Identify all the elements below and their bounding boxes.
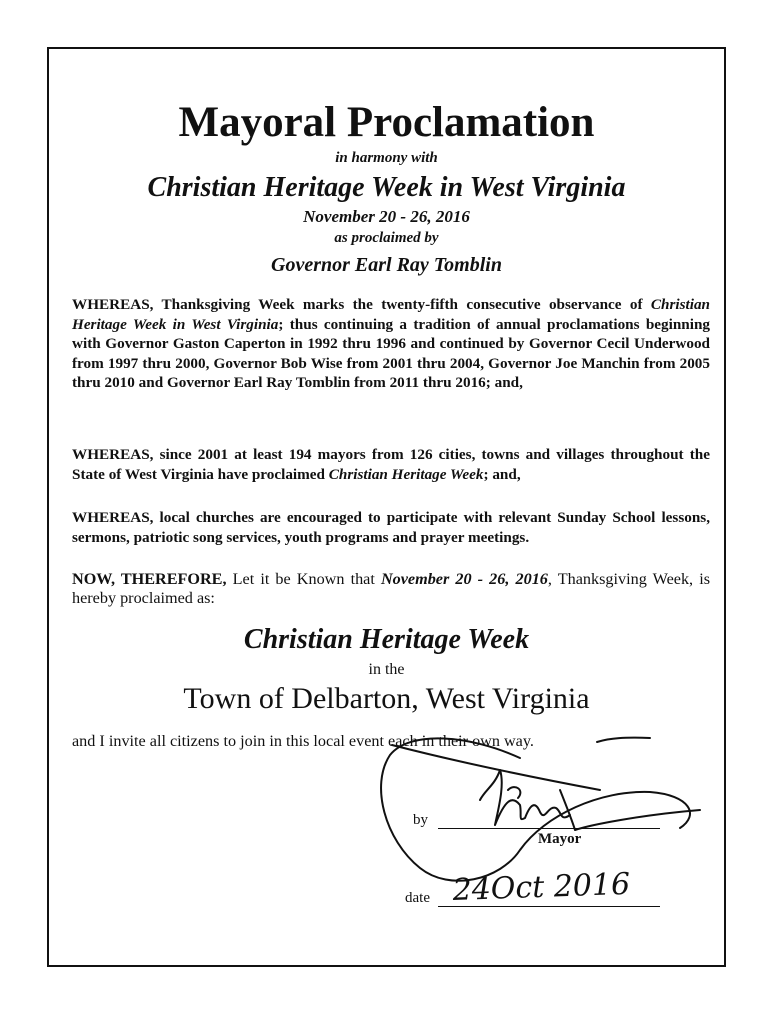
whereas-paragraph-3: WHEREAS, local churches are encouraged to participate with relevant Sunday School lessons, sermons, patriotic song services, youth programs and prayer meetings. [72,509,710,546]
subtitle-heritage-week: Christian Heritage Week in West Virginia [147,172,626,203]
whereas-paragraph-2: WHEREAS, since 2001 at least 194 mayors from 126 cities, towns and villages throughout the State of West Virginia have proclaimed Christian Heritage Week; and, [72,446,710,483]
proclaimed-week: Christian Heritage Week [243,624,530,655]
subtitle-governor: Governor Earl Ray Tomblin [271,254,502,276]
in-the-label: in the [368,661,405,678]
by-label: by [413,812,428,828]
date-line [438,906,660,907]
subtitle-in-harmony: in harmony with [335,150,438,166]
subtitle-proclaimed-by: as proclaimed by [334,230,439,246]
invitation-line: and I invite all citizens to join in this local event each in their own way. [72,732,534,750]
mayor-label: Mayor [538,831,582,847]
subtitle-dates: November 20 - 26, 2016 [303,207,470,226]
page-title: Mayoral Proclamation [178,99,595,146]
whereas-paragraph-1: WHEREAS, Thanksgiving Week marks the twenty-fifth consecutive observance of Christian Heritage Week in West Virginia; thus continuing a tradition of annual proclamations beginning with Governor Gaston Caperton in 1992 thru 1996 and continued by Governor Cecil Underwood from 1997 thru 2000, Governor Bob Wise from 2001 thru 2004, Governor Joe Manchin from 2005 thru 2010 and Governor Earl Ray Tomblin from 2011 thru 2016; and, [72,296,710,392]
handwritten-date: 24Oct 2016 [452,866,631,908]
date-label: date [405,890,430,906]
now-therefore-paragraph: NOW, THEREFORE, Let it be Known that November 20 - 26, 2016, Thanksgiving Week, is hereby proclaimed as: [72,570,711,607]
town-name: Town of Delbarton, West Virginia [183,682,590,715]
signature-line [438,828,660,829]
